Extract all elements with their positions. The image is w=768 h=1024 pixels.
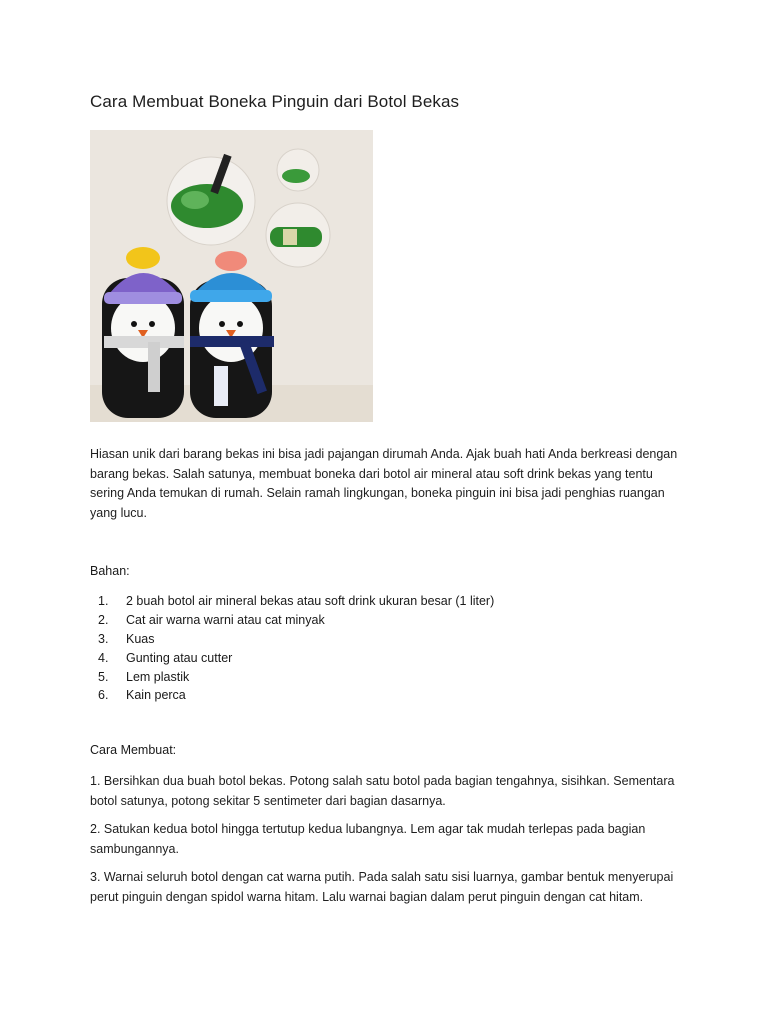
- step-paragraph: 1. Bersihkan dua buah botol bekas. Potong salah satu botol pada bagian tengahnya, sisihkan. Sementara botol satunya, potong sekitar 5 sentimeter dari bagian dasarnya.: [90, 774, 675, 808]
- list-item: 1. 2 buah botol air mineral bekas atau soft drink ukuran besar (1 liter): [98, 594, 495, 608]
- steps-heading: Cara Membuat:: [90, 743, 177, 757]
- list-item: 3. Kuas: [98, 631, 155, 646]
- list-item: 6. Kain perca: [98, 688, 186, 703]
- intro-paragraph: Hiasan unik dari barang bekas ini bisa jadi pajangan dirumah Anda. Ajak buah hati Anda berkreasi dengan barang bekas. Salah satunya, membuat boneka dari botol air mineral atau soft drink bekas yang tentu sering Anda temukan di rumah. Selain ramah lingkungan, boneka pinguin ini bisa jadi penghias ruangan yang lucu.: [90, 447, 678, 520]
- materials-list: [98, 592, 494, 705]
- page-title: Cara Membuat Boneka Pinguin dari Botol Bekas: [90, 92, 460, 111]
- list-item: 4. Gunting atau cutter: [98, 650, 233, 665]
- step-paragraph: 3. Warnai seluruh botol dengan cat warna putih. Pada salah satu sisi luarnya, gambar bentuk menyerupai perut pinguin dengan spidol warna hitam. Lalu warnai bagian dalam perut pinguin dengan cat hitam.: [90, 870, 674, 904]
- list-item: 2. Cat air warna warni atau cat minyak: [98, 612, 325, 627]
- penguin-bottle-photo: [90, 130, 373, 422]
- materials-heading: Bahan:: [90, 564, 130, 578]
- step-paragraph: 2. Satukan kedua botol hingga tertutup kedua lubangnya. Lem agar tak mudah terlepas pada bagian sambungannya.: [90, 822, 646, 856]
- list-item: 5. Lem plastik: [98, 669, 190, 684]
